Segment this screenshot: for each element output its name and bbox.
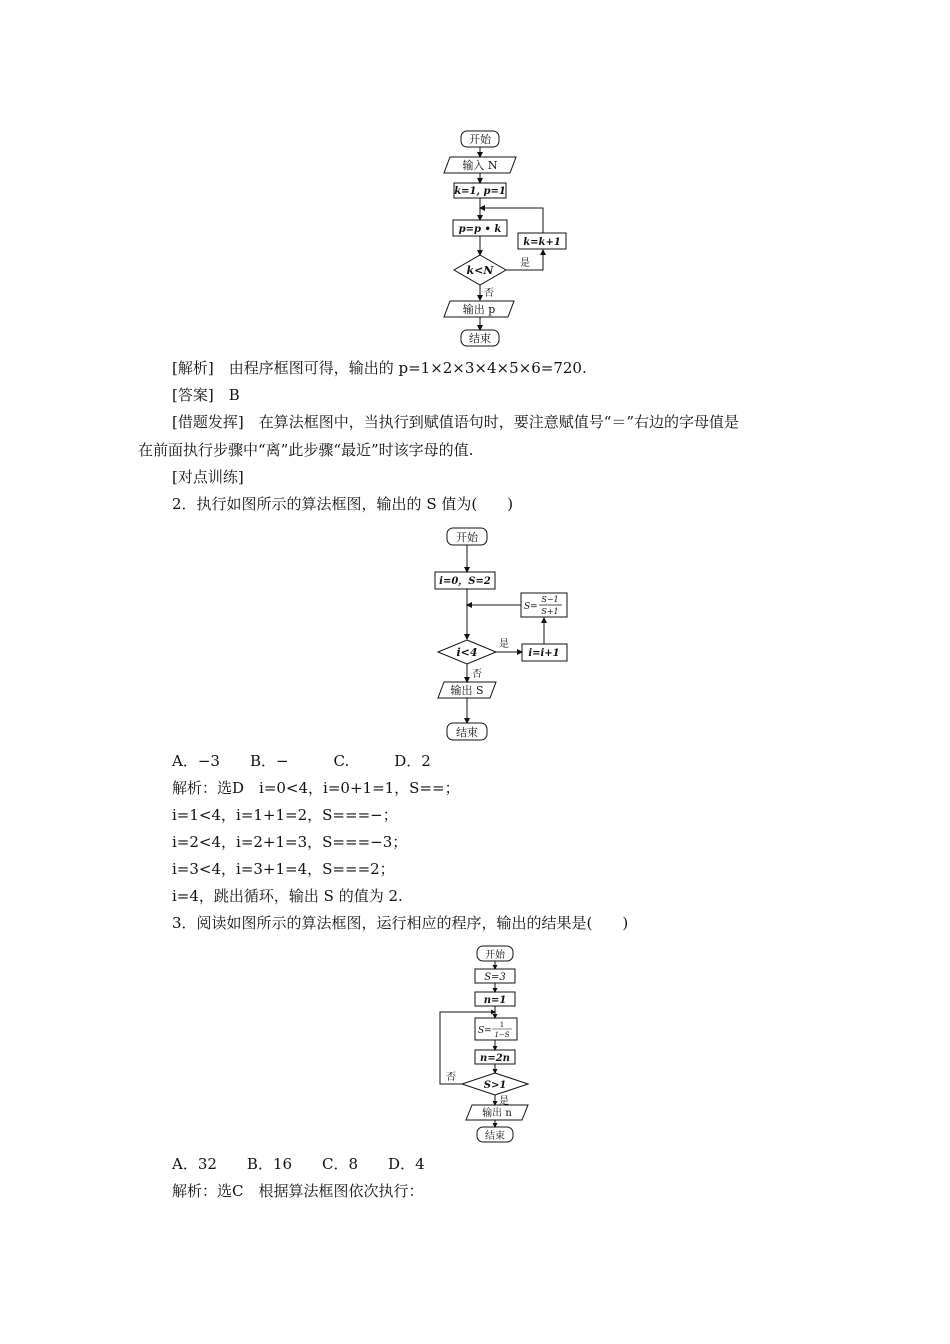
yes-label: 是 (520, 258, 530, 269)
formula-denominator: 1−S (494, 1031, 510, 1039)
double-label: n=2n (480, 1053, 510, 1064)
start-label: 开始 (456, 531, 478, 544)
input-label: 输入 N (462, 159, 498, 172)
end-label: 结束 (456, 726, 478, 739)
increment-label: i=i+1 (528, 648, 560, 659)
init-label: i=0，S=2 (439, 576, 491, 587)
init-s-label: S=3 (484, 972, 506, 983)
end-label: 结束 (469, 332, 491, 345)
init-label: k=1, p=1 (454, 186, 506, 197)
output-label: 输出 n (482, 1108, 512, 1119)
options-2: A．−3 B．− C. D．2 (172, 752, 431, 770)
tip-line-1: [借题发挥] 在算法框图中，当执行到赋值语句时，要注意赋值号“＝”右边的字母值是 (172, 413, 740, 431)
output-label: 输出 p (462, 303, 496, 316)
solution-2-line-4: i=3<4，i=3+1=4，S===2； (172, 860, 395, 878)
condition-label: S>1 (483, 1080, 507, 1091)
formula-denominator: S+1 (541, 607, 559, 616)
assign-label: p=p • k (458, 224, 502, 235)
condition-label: i<4 (456, 646, 478, 659)
solution-2-line-5: i=4，跳出循环，输出 S 的值为 2. (172, 887, 403, 905)
formula-s: S= (478, 1026, 492, 1036)
formula-numerator: S−1 (541, 595, 559, 604)
flowchart-2 (430, 522, 580, 746)
question-2: 2．执行如图所示的算法框图，输出的 S 值为( ) (172, 495, 514, 513)
condition-label: k<N (466, 264, 494, 277)
solution-3: 解析：选C 根据算法框图依次执行： (172, 1182, 424, 1200)
solution-2-line-2: i=1<4，i=1+1=2，S===−； (172, 806, 398, 824)
question-3: 3．阅读如图所示的算法框图，运行相应的程序，输出的结果是( ) (172, 914, 629, 932)
start-label: 开始 (469, 133, 491, 146)
options-3: A．32 B．16 C．8 D．4 (172, 1155, 425, 1173)
no-label: 否 (446, 1072, 456, 1083)
formula-s: S= (524, 602, 538, 612)
end-label: 结束 (485, 1131, 505, 1142)
no-label: 否 (484, 288, 494, 299)
yes-label: 是 (499, 639, 509, 650)
init-n-label: n=1 (483, 995, 507, 1006)
no-label: 否 (472, 669, 482, 680)
analysis-1: [解析] 由程序框图可得，输出的 p=1×2×3×4×5×6=720. (172, 359, 587, 377)
output-label: 输出 S (450, 684, 484, 697)
flowchart-3 (430, 942, 540, 1147)
practice-heading: [对点训练] (172, 468, 244, 486)
tip-line-2: 在前面执行步骤中“离”此步骤“最近”时该字母的值. (138, 441, 474, 459)
flowchart-1 (440, 125, 580, 350)
formula-numerator: 1 (499, 1021, 505, 1029)
increment-label: k=k+1 (523, 237, 561, 248)
solution-2-line-3: i=2<4，i=2+1=3，S===−3； (172, 833, 408, 851)
yes-label: 是 (499, 1096, 509, 1107)
start-label: 开始 (485, 950, 505, 961)
solution-2-line-1: 解析：选D i=0<4，i=0+1=1，S==； (172, 779, 460, 797)
answer-1: [答案] B (172, 386, 240, 404)
